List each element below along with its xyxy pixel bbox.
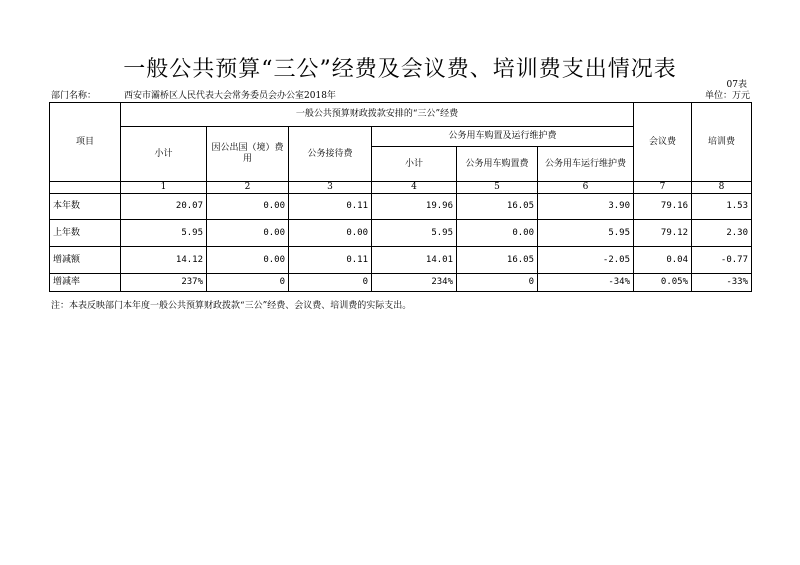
header-reception: 公务接待费 [289,127,372,182]
cell: 14.01 [372,247,457,274]
header-vehicle-subtotal: 小计 [372,147,457,182]
cell: 0.00 [289,220,372,247]
dept-label: 部门名称： [51,91,97,101]
dept-name: 西安市灞桥区人民代表大会常务委员会办公室2018年 [124,91,336,101]
page-title: 一般公共预算“三公”经费及会议费、培训费支出情况表 [123,57,677,82]
cell: 0 [289,274,372,292]
header-vehicle-purchase: 公务用车购置费 [457,147,538,182]
cell: 234% [372,274,457,292]
col-num: 2 [207,182,289,194]
cell: -34% [538,274,634,292]
table-row [50,274,752,292]
cell: 3.90 [538,194,634,220]
cell: 0.00 [207,194,289,220]
row-label: 增减率 [50,274,121,292]
cell: 0.00 [207,220,289,247]
col-num-blank [50,182,121,194]
cell: 0.11 [289,194,372,220]
cell: 79.12 [634,220,692,247]
table-meta [51,88,750,101]
cell: 5.95 [538,220,634,247]
table-code: 07表 [726,80,747,90]
cell: 14.12 [121,247,207,274]
col-num: 4 [372,182,457,194]
cell: 237% [121,274,207,292]
header-vehicle-maint: 公务用车运行维护费 [538,147,634,182]
cell: -0.77 [692,247,752,274]
cell: 0.00 [457,220,538,247]
col-num: 3 [289,182,372,194]
col-num: 6 [538,182,634,194]
header-abroad: 因公出国（境）费用 [207,127,289,182]
header-training: 培训费 [692,103,752,182]
col-num: 7 [634,182,692,194]
cell: 2.30 [692,220,752,247]
cell: -33% [692,274,752,292]
footnote: 注：本表反映部门本年度一般公共预算财政拨款“三公”经费、会议费、培训费的实际支出。 [51,301,412,311]
table-row [50,220,752,247]
table-row [50,194,752,220]
cell: 5.95 [121,220,207,247]
cell: 0 [457,274,538,292]
cell: 16.05 [457,194,538,220]
dept-info [51,88,336,101]
cell: 79.16 [634,194,692,220]
cell: 0.00 [207,247,289,274]
cell: 0.05% [634,274,692,292]
cell: 5.95 [372,220,457,247]
cell: 0 [207,274,289,292]
cell: 0.04 [634,247,692,274]
cell: -2.05 [538,247,634,274]
header-item: 项目 [50,103,121,182]
row-label: 本年数 [50,194,121,220]
col-num: 8 [692,182,752,194]
unit-label: 单位：万元 [704,91,750,101]
row-label: 上年数 [50,220,121,247]
header-meeting: 会议费 [634,103,692,182]
header-vehicle-group: 公务用车购置及运行维护费 [372,127,634,147]
table-row [50,247,752,274]
row-label: 增减额 [50,247,121,274]
col-num: 5 [457,182,538,194]
cell: 16.05 [457,247,538,274]
header-group: 一般公共预算财政拨款安排的“三公”经费 [121,103,634,127]
cell: 20.07 [121,194,207,220]
header-subtotal: 小计 [121,127,207,182]
cell: 19.96 [372,194,457,220]
cell: 0.11 [289,247,372,274]
column-number-row [50,182,752,194]
expense-table [49,102,752,292]
cell: 1.53 [692,194,752,220]
col-num: 1 [121,182,207,194]
